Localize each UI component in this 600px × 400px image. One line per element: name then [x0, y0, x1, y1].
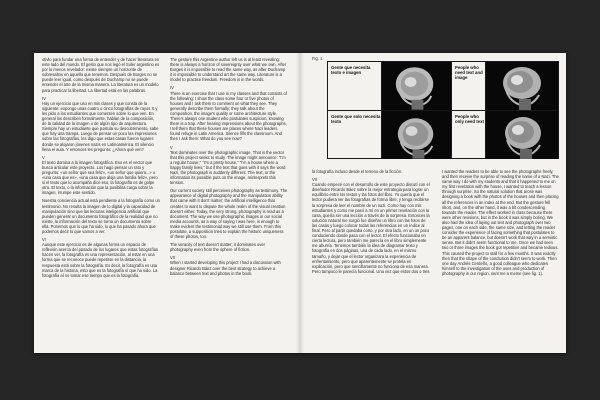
skull-xray-icon [486, 111, 558, 159]
body-paragraph: The gesture this Argentine author left us is at least revealing: there is always a horizon of sovereignty over what we own. After Borges it is impossible to read the same way, as after Duchamp it is impossible to understand art the same way. Literature is a model to practice freedom. Freedom is in the words. [170, 57, 287, 83]
right-page-column-spanish [312, 169, 430, 349]
skull-xray-icon [486, 62, 558, 110]
section-number: VII [312, 177, 318, 183]
skull-xray-image [382, 62, 452, 110]
meme-row-only-text [328, 111, 558, 159]
right-page-column-english [442, 169, 560, 349]
meme-caption-cell [452, 111, 486, 159]
book-gutter [296, 53, 304, 353]
book-spread [34, 53, 566, 353]
meme-caption-cell [452, 62, 486, 110]
section-number: V [170, 144, 173, 150]
section-number: VII [170, 255, 176, 261]
body-paragraph: otivlo para fundar una forma de entender y de hacer literatura en este lado del mundo. El gesto que nos legó el Soler argentino es por lo menos revelador: existe siempre un horizonte de sobresaltos en aquello que tenemos. Después de Borges no se puede leer igual, como después de Duchamp no se puede entender el arte de la misma manera. La literatura es un modelo para practicar la libertad. La libertad está en las palabras. [42, 57, 160, 93]
section-number: IV [170, 85, 174, 91]
skull-xray-image [486, 111, 558, 159]
meme-caption-en: People who need text and image [455, 65, 483, 80]
meme-caption-en: People who only need text [455, 114, 484, 124]
skull-xray-icon [382, 62, 451, 110]
body-paragraph: Text dominates over the photographic image. That is the vector that this project seeks to study. The image might announce: "I'm a regular house," "I'm a pretty house," "I'm a house where a happy family lives," but if the text that goes with it says the word Nazi, the photograph is suddenly different. The text, or the information its possible puts on the image, reinterprets this tension. [170, 149, 286, 186]
body-paragraph: Hay un ejercicio que uso en mis clases y que consta de la siguiente: expongo unas cuatro o cinco fotografías de rayos X y les pido a los estudiantes que comenten sobre lo que ven. En general los describen formalmente, hablan de la composición, de la calidad de la imagen o de algún tipo de arquitectura. Siempre hay un estudiante que postula su descubrimiento, sabe que hay una trampa. Luego de pensar un poco las impresiones sobre las fotografías, les digo que estas casas fueron lugares donde se alojaron jóvenes nazis en Latinoamérica. El silencio llena el aula. Y entonces les pregunto: ¿Ahora qué ven? [42, 100, 159, 152]
skull-xray-icon [382, 111, 451, 159]
section-number: V [42, 154, 45, 160]
body-paragraph: I wanted the readers to be able to see the photographs freely, and then receive the surprise of reading the name of a Nazi. The same way I do with my students and that it happened to me on my first revelation with the house, I wanted to teach a lesson through surprise. So the natural solution that arose was designing a book with the photos of the houses and then placing all the references in an index at the end. But the gesture fell short, and, on the other hand, it was a bit condescending towards the reader. The effect worked in class because there were other revisions, but in the book it was simply boring. We also had the idea of laying out text and photograph over two pages, one on each side, the same size, and letting the reader consider the experience of facing something that postulates to be an apparent balance, but doesn't work that way in a semiotic sense. But it didn't seem functional to me. Once we had seen two or three images the book got repetitive and became tedious. This caused the project to stall for a few months. It was exactly then that the shape of the conclusion didn't seem to work. Then one day Andrés Cerdeño, a good colleague who dedicates himself to the investigation of the uses and production of photography in our region, sent me a meme (see fig. 1). [442, 169, 559, 276]
body-paragraph: la fotografía incluso desde el terreno de la ficción. [312, 169, 403, 174]
figure-label: Fig. 1 [312, 56, 323, 61]
meme-figure [327, 61, 559, 159]
skull-xray-image [382, 111, 452, 159]
body-paragraph: The veracity of text doesn't matter; it dominates over photography even from the sphere of fiction. [170, 242, 265, 253]
body-paragraph: El texto domina a la imagen fotográfica. Eso es el vector que busca articular este proyecto. Los hago pensar un rato y pregunto: «un señor que sea feliz», «un señor que quiera...» o «una casa que es», «una casa que aloja una familia feliz», pero si el texto que lo acompaña dice eso, la fotografía es de golpe otra. El texto, o la información que la posibilita carga sobre la imagen, irrumpe este sentido. [42, 159, 158, 196]
section-number: IV [42, 95, 46, 101]
meme-caption-es: Gente que necesita texto e imagen [331, 65, 371, 75]
meme-caption-cell [328, 111, 382, 159]
meme-caption-cell [328, 62, 382, 110]
meme-row-text-and-image [328, 62, 558, 111]
body-paragraph: Cuando empecé con el desarrollo de este proyecto discutí con el diseñador Ricardo Báez sobre la mejor estrategia para lograr un equilibrio entre los textos y las fotos del libro. Yo quería que el lector pudiera ver las fotografías de forma libre, y tenga recibirse la sorpresa de leer el nombre de un nazi. Como hay con mis estudiantes y como me pasó a mí en un primer revelación con la casa, quería ser una lección a través de la sorpresa. Entonces la solución natural me surgió fue diseñar un libro con las fotos de las casas y luego colocar todas las referencias en un índice al final. Pero al partir quedaba corto, y por otra lado, en un un poco conduciendo donde pasa con el lector. El efecto funcionaba en cierta lectura, pero también me parecía en el libro simplemente me aburría. Tenemos también la idea de diagramar texto y fotografía en dos páginas, una de cada lado, en el mismo tamaño, y dejar que el lector organizara la experiencia de enfrentamiento, pero que aparentemente se protela en explicación, pero que sencillamente no funciona de esa manera. Pero tampoco le parecía funcional. Una vez que estos dos o tres [312, 182, 430, 274]
skull-xray-image [486, 62, 558, 110]
body-paragraph: Aunque este ejercicio es de algunas forma un espacio de reflexión acerca del pasado de los lugares que estas fotografías hacen ver, la fotografía es una representación, al estar en una forma que se reconoce puede repetirse en la distancia, la respuesta está sobre la fotografía. Es decir, la fotografía es una marca de la historia, esto que es la fotografía sí que ha sido. La fotografía al no tomar ese tiempo que es la fotografía. [42, 242, 159, 278]
body-paragraph: Nuestra conciencia actual está pendiente a la fotografía como un testimonio. No resulta la imagen de lo digital y la capacidad de manipulación sino que las lecturas inteligencia artificial que pueden generar un documento fotográfico de la realidad que no existe, la información del texto se torna un documento sobre ella. Ponemos que lo que ha sido, lo que ha pasado ahora que podemos decir lo que vamos a ver. [42, 198, 160, 234]
left-page-column-english [170, 57, 288, 351]
body-paragraph: There is an exercise that I use in my classes and that consists of the following: I show the class some four or five photos of houses and I ask them to comment on what they see. They generally describe them formally; they talk about the composition, the image's quality or some architecture style. There's always one student who postulates suspicion, knowing there is a trap. After hearing impressions about the photographs, I tell them that these houses are places where Nazi leaders found refuge in Latin America. Silence fills the classroom. And then I ask them: What do you see now? [170, 90, 287, 142]
section-number: VI [42, 237, 46, 243]
body-paragraph: When I started developing this project I had a discussion with designer Ricardo Báez over the best strategy to achieve a balance between text and photos in the book. [170, 260, 281, 276]
body-paragraph: Our current society still perceives photography as testimony. The appearance of digital photography and the manipulation ability that came with it don't matter; the artificial intelligence that creates to want to dispute the whole realm of the visual creation doesn't either. Today, the very strong, photography is read as a document. The way we use photographic images in our social media accounts, as a way of saying I was here, is enough to make evident the testimonial way we still use them. From this postulate, a supposition tries to explain the historic uniqueness of these photos, too. [170, 188, 288, 240]
left-page-column-spanish [42, 57, 160, 351]
meme-caption-es: Gente que solo necesita texto [331, 114, 381, 124]
